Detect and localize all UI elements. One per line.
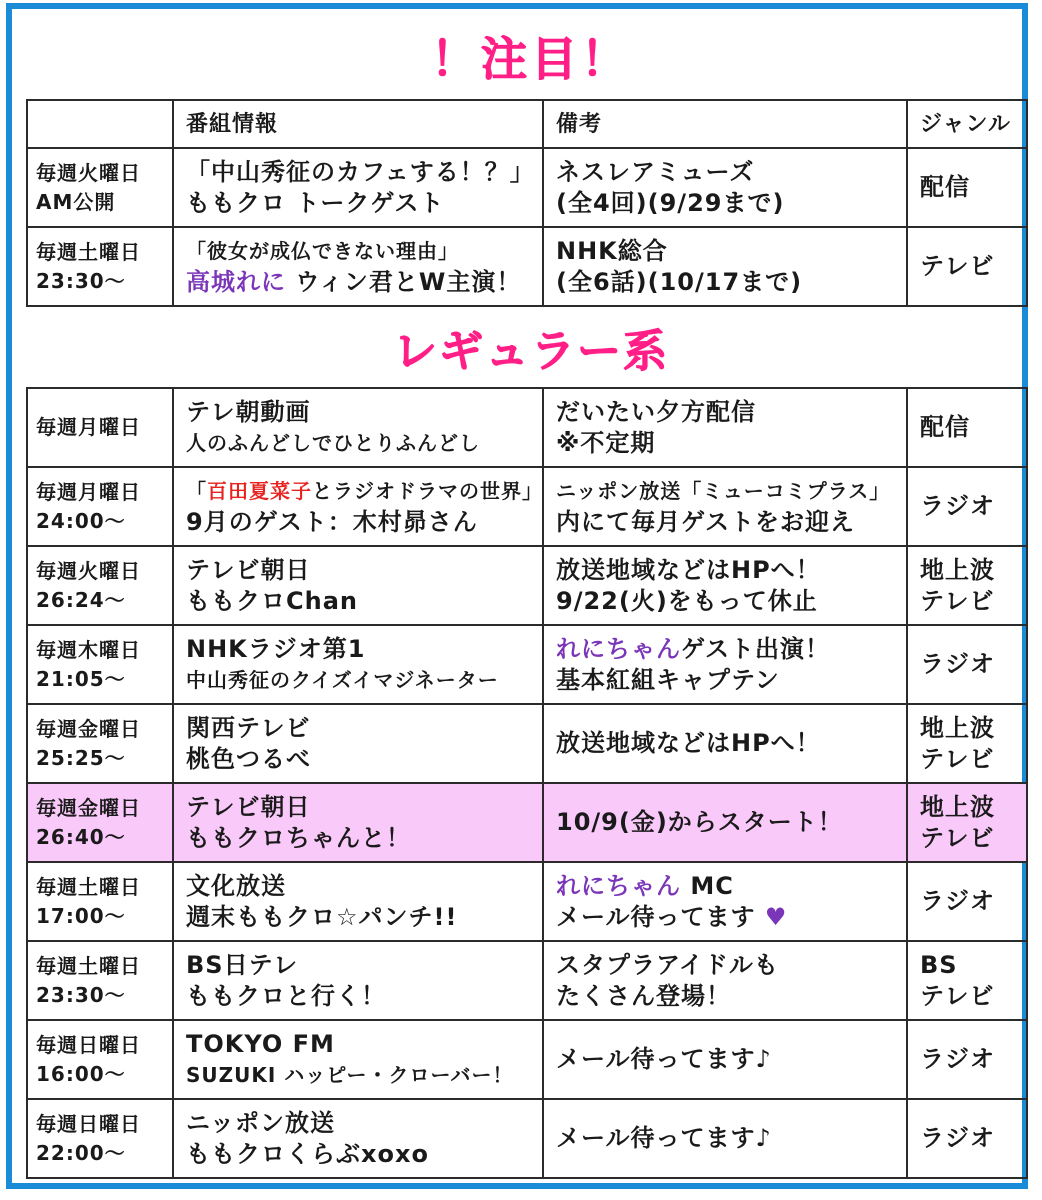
program-info-cell-line	[186, 476, 543, 507]
genre-cell-line: ラジオ	[920, 1045, 995, 1073]
header-blank	[27, 100, 173, 148]
program-info-cell-line	[186, 1060, 530, 1091]
text-run: メール待ってます	[556, 902, 756, 931]
genre-cell-line: 地上波	[920, 713, 995, 742]
genre-cell	[907, 1099, 1027, 1178]
schedule-day-cell-line: 毎週月曜日	[36, 479, 141, 504]
program-row	[27, 467, 1027, 546]
schedule-day-cell	[27, 546, 173, 625]
regular-table	[26, 387, 1028, 1179]
genre-cell-line: テレビ	[920, 252, 995, 280]
text-run: ゲスト出演！	[681, 634, 831, 663]
schedule-day-cell-line: 毎週金曜日	[36, 795, 141, 820]
program-note-cell-line	[556, 236, 894, 267]
schedule-day-cell	[27, 1099, 173, 1178]
text-run: 基本紅組キャプテン	[556, 665, 780, 694]
program-note-cell-line	[556, 586, 894, 617]
program-info-cell-line	[186, 823, 530, 854]
text-run: MC	[681, 871, 734, 900]
program-info-cell-line	[186, 665, 530, 696]
schedule-day-cell	[27, 148, 173, 227]
genre-cell	[907, 704, 1027, 783]
text-run: とラジオドラマの世界」	[312, 478, 543, 503]
featured-section-title: ！注目！	[431, 32, 631, 86]
text-run: ももクロと行く！	[186, 981, 386, 1010]
program-info-cell-line	[186, 428, 530, 459]
schedule-day-cell-line: AM公開	[36, 189, 116, 214]
schedule-day-cell	[27, 388, 173, 467]
program-note-cell	[543, 1020, 907, 1099]
text-run: テレビ朝日	[186, 555, 311, 584]
schedule-day-cell-line: 25:25～	[36, 745, 126, 770]
program-info-cell-line	[186, 267, 530, 298]
text-run: 9/22(火)をもって休止	[556, 586, 818, 615]
schedule-day-cell-line: 23:30～	[36, 268, 126, 293]
program-row	[27, 227, 1027, 306]
text-run: れにちゃん	[556, 871, 681, 900]
schedule-day-cell-line: 毎週金曜日	[36, 716, 141, 741]
text-run: ももクロ トークゲスト	[186, 188, 445, 217]
program-info-cell	[173, 704, 543, 783]
program-note-cell-line	[556, 665, 894, 696]
genre-cell-line: テレビ	[920, 744, 995, 773]
text-run: NHKラジオ第1	[186, 634, 366, 663]
text-run: ももクロちゃんと！	[186, 823, 411, 852]
program-note-cell-line	[556, 397, 894, 428]
regular-section-title: レギュラー系	[393, 326, 669, 377]
genre-cell-line: ラジオ	[920, 650, 995, 678]
program-info-cell-line	[186, 188, 530, 219]
schedule-day-cell-line: 16:00～	[36, 1061, 126, 1086]
schedule-day-cell	[27, 467, 173, 546]
text-run: ももクロくらぶxoxo	[186, 1139, 429, 1168]
text-run: 文化放送	[186, 871, 286, 900]
program-row	[27, 1020, 1027, 1099]
text-run: SUZUKI ハッピー・クローバー！	[186, 1062, 514, 1087]
program-row	[27, 546, 1027, 625]
genre-cell-line: 配信	[920, 173, 970, 201]
program-info-cell-line	[186, 586, 530, 617]
schedule-day-cell-line: 毎週火曜日	[36, 160, 141, 185]
program-info-cell	[173, 148, 543, 227]
program-info-cell	[173, 941, 543, 1020]
program-note-cell-line	[556, 188, 894, 219]
program-note-cell-line	[556, 950, 894, 981]
schedule-day-cell-line: 毎週火曜日	[36, 558, 141, 583]
schedule-day-cell	[27, 704, 173, 783]
program-note-cell-line	[556, 476, 894, 507]
program-note-cell-line	[556, 981, 894, 1012]
program-info-cell-line	[186, 507, 530, 538]
text-run: 中山秀征のクイズイマジネーター	[186, 667, 499, 692]
schedule-day-cell-line: 24:00～	[36, 508, 126, 533]
schedule-day-cell-line: 毎週土曜日	[36, 953, 141, 978]
text-run: 関西テレビ	[186, 713, 311, 742]
featured-header-row	[27, 100, 1027, 148]
genre-cell	[907, 625, 1027, 704]
program-info-cell-line	[186, 1139, 530, 1170]
program-note-cell-line	[556, 428, 894, 459]
program-info-cell	[173, 1099, 543, 1178]
schedule-day-cell	[27, 227, 173, 306]
program-note-cell	[543, 1099, 907, 1178]
genre-cell	[907, 546, 1027, 625]
text-run: 9月のゲスト：木村昴さん	[186, 507, 478, 536]
text-run: テレ朝動画	[186, 397, 311, 426]
text-run: 10/9(金)からスタート！	[556, 808, 843, 836]
schedule-day-cell-line: 毎週日曜日	[36, 1032, 141, 1057]
text-run: メール待ってます♪	[556, 1045, 772, 1073]
text-run: 人のふんどしでひとりふんどし	[186, 430, 480, 455]
program-note-cell-line	[556, 1044, 894, 1075]
schedule-day-cell-line: 毎週土曜日	[36, 239, 141, 264]
schedule-day-cell	[27, 862, 173, 941]
program-note-cell-line	[556, 555, 894, 586]
program-info-cell-line	[186, 871, 530, 902]
text-run: NHK総合	[556, 236, 668, 265]
text-run: ニッポン放送「ミューコミプラス」	[556, 478, 891, 503]
schedule-content	[26, 13, 1036, 1179]
program-row	[27, 1099, 1027, 1178]
program-row	[27, 783, 1027, 862]
schedule-day-cell-line: 21:05～	[36, 666, 126, 691]
text-run: 「彼女が成仏できない理由」	[186, 238, 459, 263]
program-note-cell-line	[556, 871, 894, 902]
program-note-cell-line	[556, 807, 894, 838]
featured-rows	[27, 148, 1027, 306]
program-info-cell	[173, 388, 543, 467]
text-run: ※不定期	[556, 428, 656, 457]
text-run: たくさん登場！	[556, 981, 731, 1010]
program-info-cell-line	[186, 555, 530, 586]
program-note-cell-line	[556, 267, 894, 298]
program-note-cell-line	[556, 507, 894, 538]
genre-cell	[907, 467, 1027, 546]
program-info-cell-line	[186, 713, 530, 744]
schedule-day-cell-line: 毎週木曜日	[36, 637, 141, 662]
program-info-cell	[173, 783, 543, 862]
schedule-day-cell-line: 毎週月曜日	[36, 415, 141, 439]
text-run: 「中山秀征のカフェする！？」	[186, 157, 535, 186]
text-run: 「	[186, 478, 207, 503]
schedule-day-cell-line: 23:30～	[36, 982, 126, 1007]
program-note-cell	[543, 546, 907, 625]
program-row	[27, 388, 1027, 467]
text-run: メール待ってます♪	[556, 1124, 772, 1152]
text-run: ウィン君とW主演！	[286, 267, 522, 296]
schedule-day-cell-line: 17:00～	[36, 903, 126, 928]
program-note-cell-line	[556, 902, 894, 933]
schedule-day-cell-line: 毎週土曜日	[36, 874, 141, 899]
genre-cell-line: 地上波	[920, 555, 995, 584]
program-info-cell	[173, 625, 543, 704]
genre-cell-line: ラジオ	[920, 492, 995, 520]
program-info-cell-line	[186, 157, 535, 188]
header-notes: 備考	[543, 100, 907, 148]
program-row	[27, 941, 1027, 1020]
program-note-cell-line	[556, 157, 894, 188]
genre-cell-line: テレビ	[920, 981, 995, 1010]
genre-cell	[907, 148, 1027, 227]
program-info-cell	[173, 546, 543, 625]
program-info-cell	[173, 227, 543, 306]
program-info-cell	[173, 862, 543, 941]
text-run: 桃色つるべ	[186, 744, 311, 773]
program-note-cell	[543, 388, 907, 467]
program-note-cell	[543, 625, 907, 704]
genre-cell	[907, 227, 1027, 306]
text-run: 内にて毎月ゲストをお迎え	[556, 507, 856, 536]
genre-cell	[907, 941, 1027, 1020]
program-info-cell-line	[186, 236, 530, 267]
text-run: TOKYO FM	[186, 1029, 335, 1058]
program-note-cell	[543, 941, 907, 1020]
program-note-cell	[543, 704, 907, 783]
program-info-cell-line	[186, 950, 530, 981]
genre-cell-line: 地上波	[920, 792, 995, 821]
program-note-cell-line	[556, 1123, 894, 1154]
schedule-day-cell-line: 26:40～	[36, 824, 126, 849]
program-info-cell-line	[186, 744, 530, 775]
program-note-cell	[543, 227, 907, 306]
genre-cell-line: ラジオ	[920, 887, 995, 915]
genre-cell-line: テレビ	[920, 586, 995, 615]
schedule-day-cell	[27, 1020, 173, 1099]
program-note-cell-line	[556, 634, 894, 665]
program-info-cell-line	[186, 634, 530, 665]
program-row	[27, 704, 1027, 783]
text-run: BS日テレ	[186, 950, 299, 979]
text-run: 百田夏菜子	[207, 478, 312, 503]
text-run: ♥	[755, 902, 788, 931]
program-row	[27, 625, 1027, 704]
genre-cell	[907, 862, 1027, 941]
program-info-cell-line	[186, 981, 530, 1012]
schedule-day-cell	[27, 625, 173, 704]
text-run: れにちゃん	[556, 634, 681, 663]
genre-cell-line: ラジオ	[920, 1124, 995, 1152]
text-run: 高城れに	[186, 267, 286, 296]
program-note-cell-line	[556, 728, 894, 759]
program-info-cell-line	[186, 902, 530, 933]
schedule-day-cell-line: 26:24～	[36, 587, 126, 612]
schedule-day-cell-line: 毎週日曜日	[36, 1111, 141, 1136]
genre-cell	[907, 1020, 1027, 1099]
text-run: (全6話)(10/17まで)	[556, 267, 803, 296]
regular-rows	[27, 388, 1027, 1178]
text-run: ネスレアミューズ	[556, 157, 755, 186]
text-run: (全4回)(9/29まで)	[556, 188, 785, 217]
program-note-cell	[543, 148, 907, 227]
text-run: だいたい夕方配信	[556, 397, 756, 426]
program-note-cell	[543, 467, 907, 546]
program-row	[27, 148, 1027, 227]
text-run: 放送地域などはHPへ！	[556, 555, 821, 584]
program-note-cell	[543, 783, 907, 862]
program-info-cell-line	[186, 1108, 530, 1139]
schedule-day-cell	[27, 783, 173, 862]
program-info-cell-line	[186, 397, 530, 428]
header-genre: ジャンル	[907, 100, 1027, 148]
text-run: スタプラアイドルも	[556, 950, 779, 979]
schedule-frame	[6, 3, 1028, 1189]
program-note-cell	[543, 862, 907, 941]
text-run: テレビ朝日	[186, 792, 311, 821]
schedule-day-cell-line: 22:00～	[36, 1140, 126, 1165]
text-run: 放送地域などはHPへ！	[556, 729, 821, 757]
program-row	[27, 862, 1027, 941]
program-info-cell-line	[186, 1029, 530, 1060]
genre-cell	[907, 388, 1027, 467]
program-info-cell	[173, 467, 543, 546]
genre-cell	[907, 783, 1027, 862]
program-info-cell-line	[186, 792, 530, 823]
text-run: ももクロChan	[186, 586, 358, 615]
genre-cell-line: 配信	[920, 413, 970, 441]
featured-table	[26, 99, 1028, 307]
text-run: 週末ももクロ☆パンチ!!	[186, 902, 458, 931]
program-info-cell	[173, 1020, 543, 1099]
header-program-info: 番組情報	[173, 100, 543, 148]
text-run: ニッポン放送	[186, 1108, 336, 1137]
schedule-day-cell	[27, 941, 173, 1020]
genre-cell-line: テレビ	[920, 823, 995, 852]
genre-cell-line: BS	[920, 950, 958, 979]
